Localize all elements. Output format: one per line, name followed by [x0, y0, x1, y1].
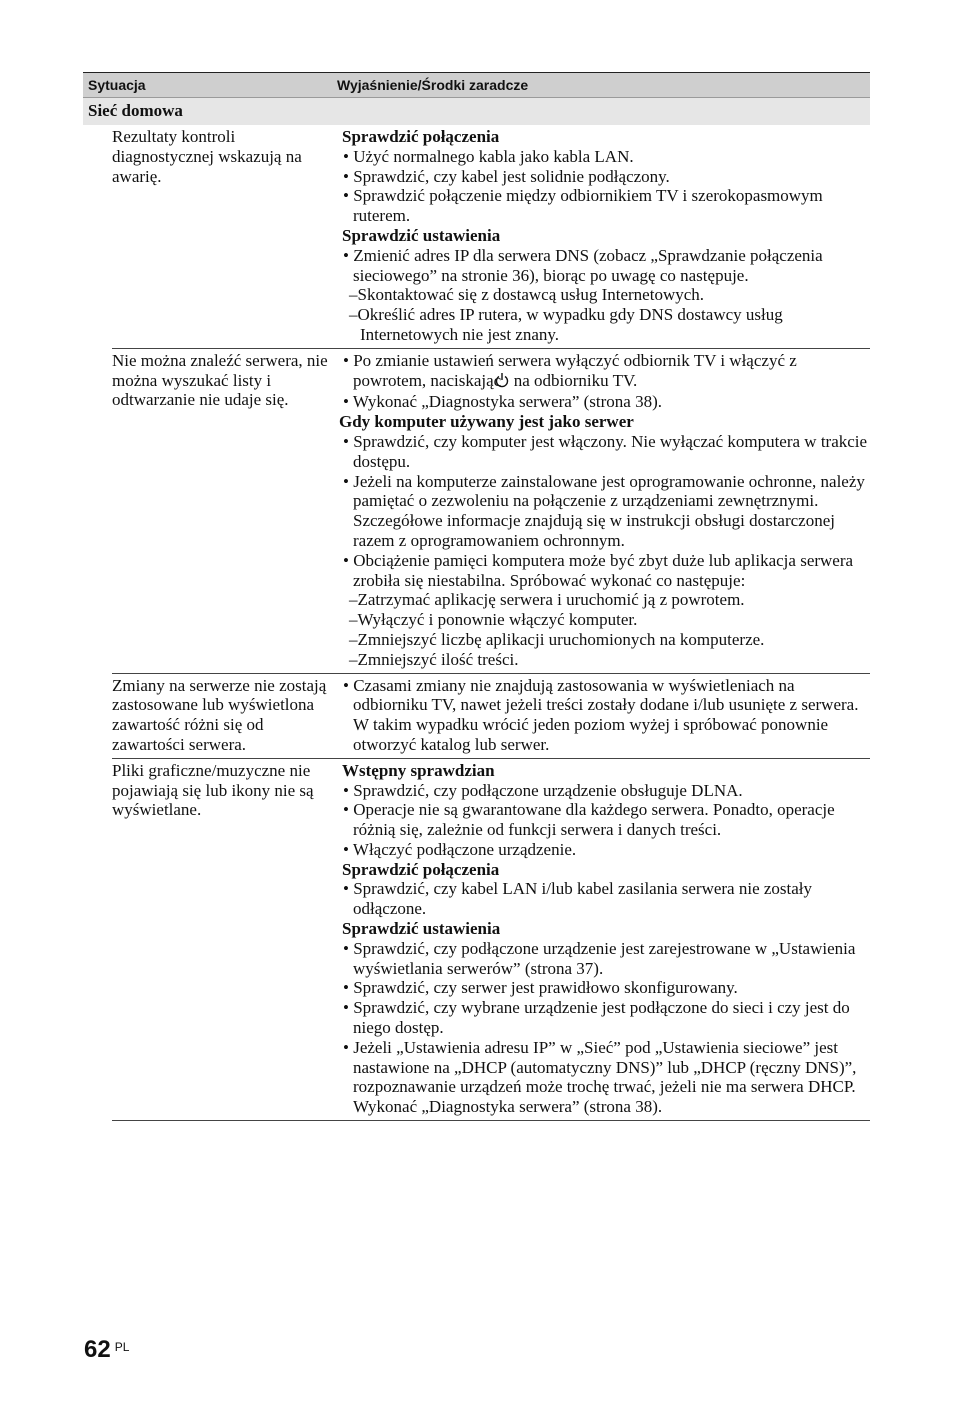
bullet-item: • Sprawdzić, czy podłączone urządzenie jest zarejestrowane w „Ustawienia wyświetlania serwerów” (strona 37). — [343, 938, 856, 978]
bullet-item: • Sprawdzić, czy kabel jest solidnie podłączony. — [343, 166, 670, 186]
explanation-cell — [339, 127, 870, 345]
table-row — [112, 759, 870, 1121]
table-row — [112, 125, 870, 349]
subheading: Sprawdzić ustawienia — [342, 225, 501, 245]
bullet-item — [339, 351, 870, 393]
bullet-text: • Po zmianie ustawień serwera wyłączyć odbiornik TV i włączyć z powrotem, naciskając — [343, 350, 797, 390]
bullet-item: • Obciążenie pamięci komputera może być zbyt duże lub aplikacja serwera zrobiła się niestabilna. Spróbować wykonać co następuje: — [343, 550, 854, 590]
bullet-item: • Użyć normalnego kabla jako kabla LAN. — [343, 146, 634, 166]
bullet-item: • Jeżeli „Ustawienia adresu IP” w „Sieć” pod „Ustawienia sieciowe” jest nastawione na „DHCP (automatyczny DNS)” lub „DHCP (ręczny DNS)”, rozpoznawanie urządzeń może trochę trwać, jeżeli nie ma serwera DHCP. Wykonać „Diagnostyka serwera” (strona 38). — [343, 1037, 857, 1117]
header-situation: Sytuacja — [88, 77, 146, 93]
bullet-item: • Zmienić adres IP dla serwera DNS (zobacz „Sprawdzanie połączenia sieciowego” na stronie 36), biorąc po uwagę co następuje. — [343, 245, 823, 285]
table-row — [112, 349, 870, 674]
bullet-item: • Sprawdzić, czy komputer jest włączony. Nie wyłączać komputera w trakcie dostępu. — [343, 431, 868, 471]
bullet-item: • Sprawdzić, czy wybrane urządzenie jest podłączone do sieci i czy jest do niego dostęp. — [343, 998, 850, 1038]
dash-item: –Zmniejszyć liczbę aplikacji uruchomionych na komputerze. — [349, 629, 765, 649]
dash-item: –Określić adres IP rutera, w wypadku gdy DNS dostawcy usług Internetowych nie jest znany. — [349, 305, 783, 344]
bullet-item: • Czasami zmiany nie znajdują zastosowania w wyświetleniach na odbiorniku TV, nawet jeżeli treści zostały dodane i/lub usunięte z serwera. W takim wypadku wrócić jeden poziom wyżej i spróbować ponownie otworzyć katalog lub serwer. — [343, 675, 859, 754]
dash-item: –Zatrzymać aplikację serwera i uruchomić ją z powrotem. — [349, 590, 745, 610]
situation-cell: Rezultaty kontroli diagnostycznej wskazują na awarię. — [112, 127, 302, 186]
bullet-item: • Sprawdzić połączenie między odbiornikiem TV i szerokopasmowym ruterem. — [343, 186, 823, 226]
bullet-item: • Operacje nie są gwarantowane dla każdego serwera. Ponadto, operacje różnią się, zależnie od funkcji serwera i danych treści. — [343, 800, 835, 840]
bullet-item: • Sprawdzić, czy kabel LAN i/lub kabel zasilania serwera nie zostały odłączone. — [343, 879, 813, 919]
bullet-item: • Wykonać „Diagnostyka serwera” (strona 38). — [343, 392, 662, 412]
bullet-item: • Sprawdzić, czy podłączone urządzenie obsługuje DLNA. — [343, 780, 743, 800]
section-title: Sieć domowa — [83, 97, 870, 125]
subheading: Wstępny sprawdzian — [342, 760, 495, 780]
subheading: Sprawdzić połączenia — [342, 859, 500, 879]
header-explanation: Wyjaśnienie/Środki zaradcze — [337, 77, 529, 93]
table-header — [83, 72, 870, 97]
subheading: Gdy komputer używany jest jako serwer — [339, 412, 634, 432]
explanation-cell — [339, 676, 870, 755]
subheading: Sprawdzić połączenia — [342, 127, 500, 146]
explanation-cell — [339, 761, 870, 1117]
dash-item: –Skontaktować się z dostawcą usług Internetowych. — [349, 285, 705, 305]
power-icon — [505, 372, 509, 393]
bullet-text: na odbiorniku TV. — [513, 370, 638, 390]
page-number: 62 — [84, 1336, 111, 1363]
bullet-item: • Jeżeli na komputerze zainstalowane jest oprogramowanie ochronne, należy pamiętać o zezwoleniu na połączenie z urządzeniami zewnętrznymi. Szczegółowe informacje znajdują się w instrukcji obsługi dostarczonej razem z oprogramowaniem ochronnym. — [343, 471, 865, 550]
situation-cell: Pliki graficzne/muzyczne nie pojawiają się lub ikony nie są wyświetlane. — [112, 760, 314, 820]
dash-item: –Zmniejszyć ilość treści. — [349, 649, 519, 669]
troubleshooting-table — [83, 72, 870, 1121]
situation-cell: Nie można znaleźć serwera, nie można wyszukać listy i odtwarzanie nie udaje się. — [112, 350, 328, 410]
language-code: PL — [114, 1340, 130, 1354]
bullet-item: • Włączyć podłączone urządzenie. — [343, 839, 577, 859]
explanation-cell — [339, 351, 870, 670]
situation-cell: Zmiany na serwerze nie zostają zastosowane lub wyświetlona zawartość różni się od zawartości serwera. — [112, 675, 327, 754]
table-row — [112, 674, 870, 759]
bullet-item: • Sprawdzić, czy serwer jest prawidłowo skonfigurowany. — [343, 978, 738, 998]
page-footer — [84, 1336, 129, 1364]
dash-item: –Wyłączyć i ponownie włączyć komputer. — [349, 610, 638, 630]
subheading: Sprawdzić ustawienia — [342, 919, 501, 939]
